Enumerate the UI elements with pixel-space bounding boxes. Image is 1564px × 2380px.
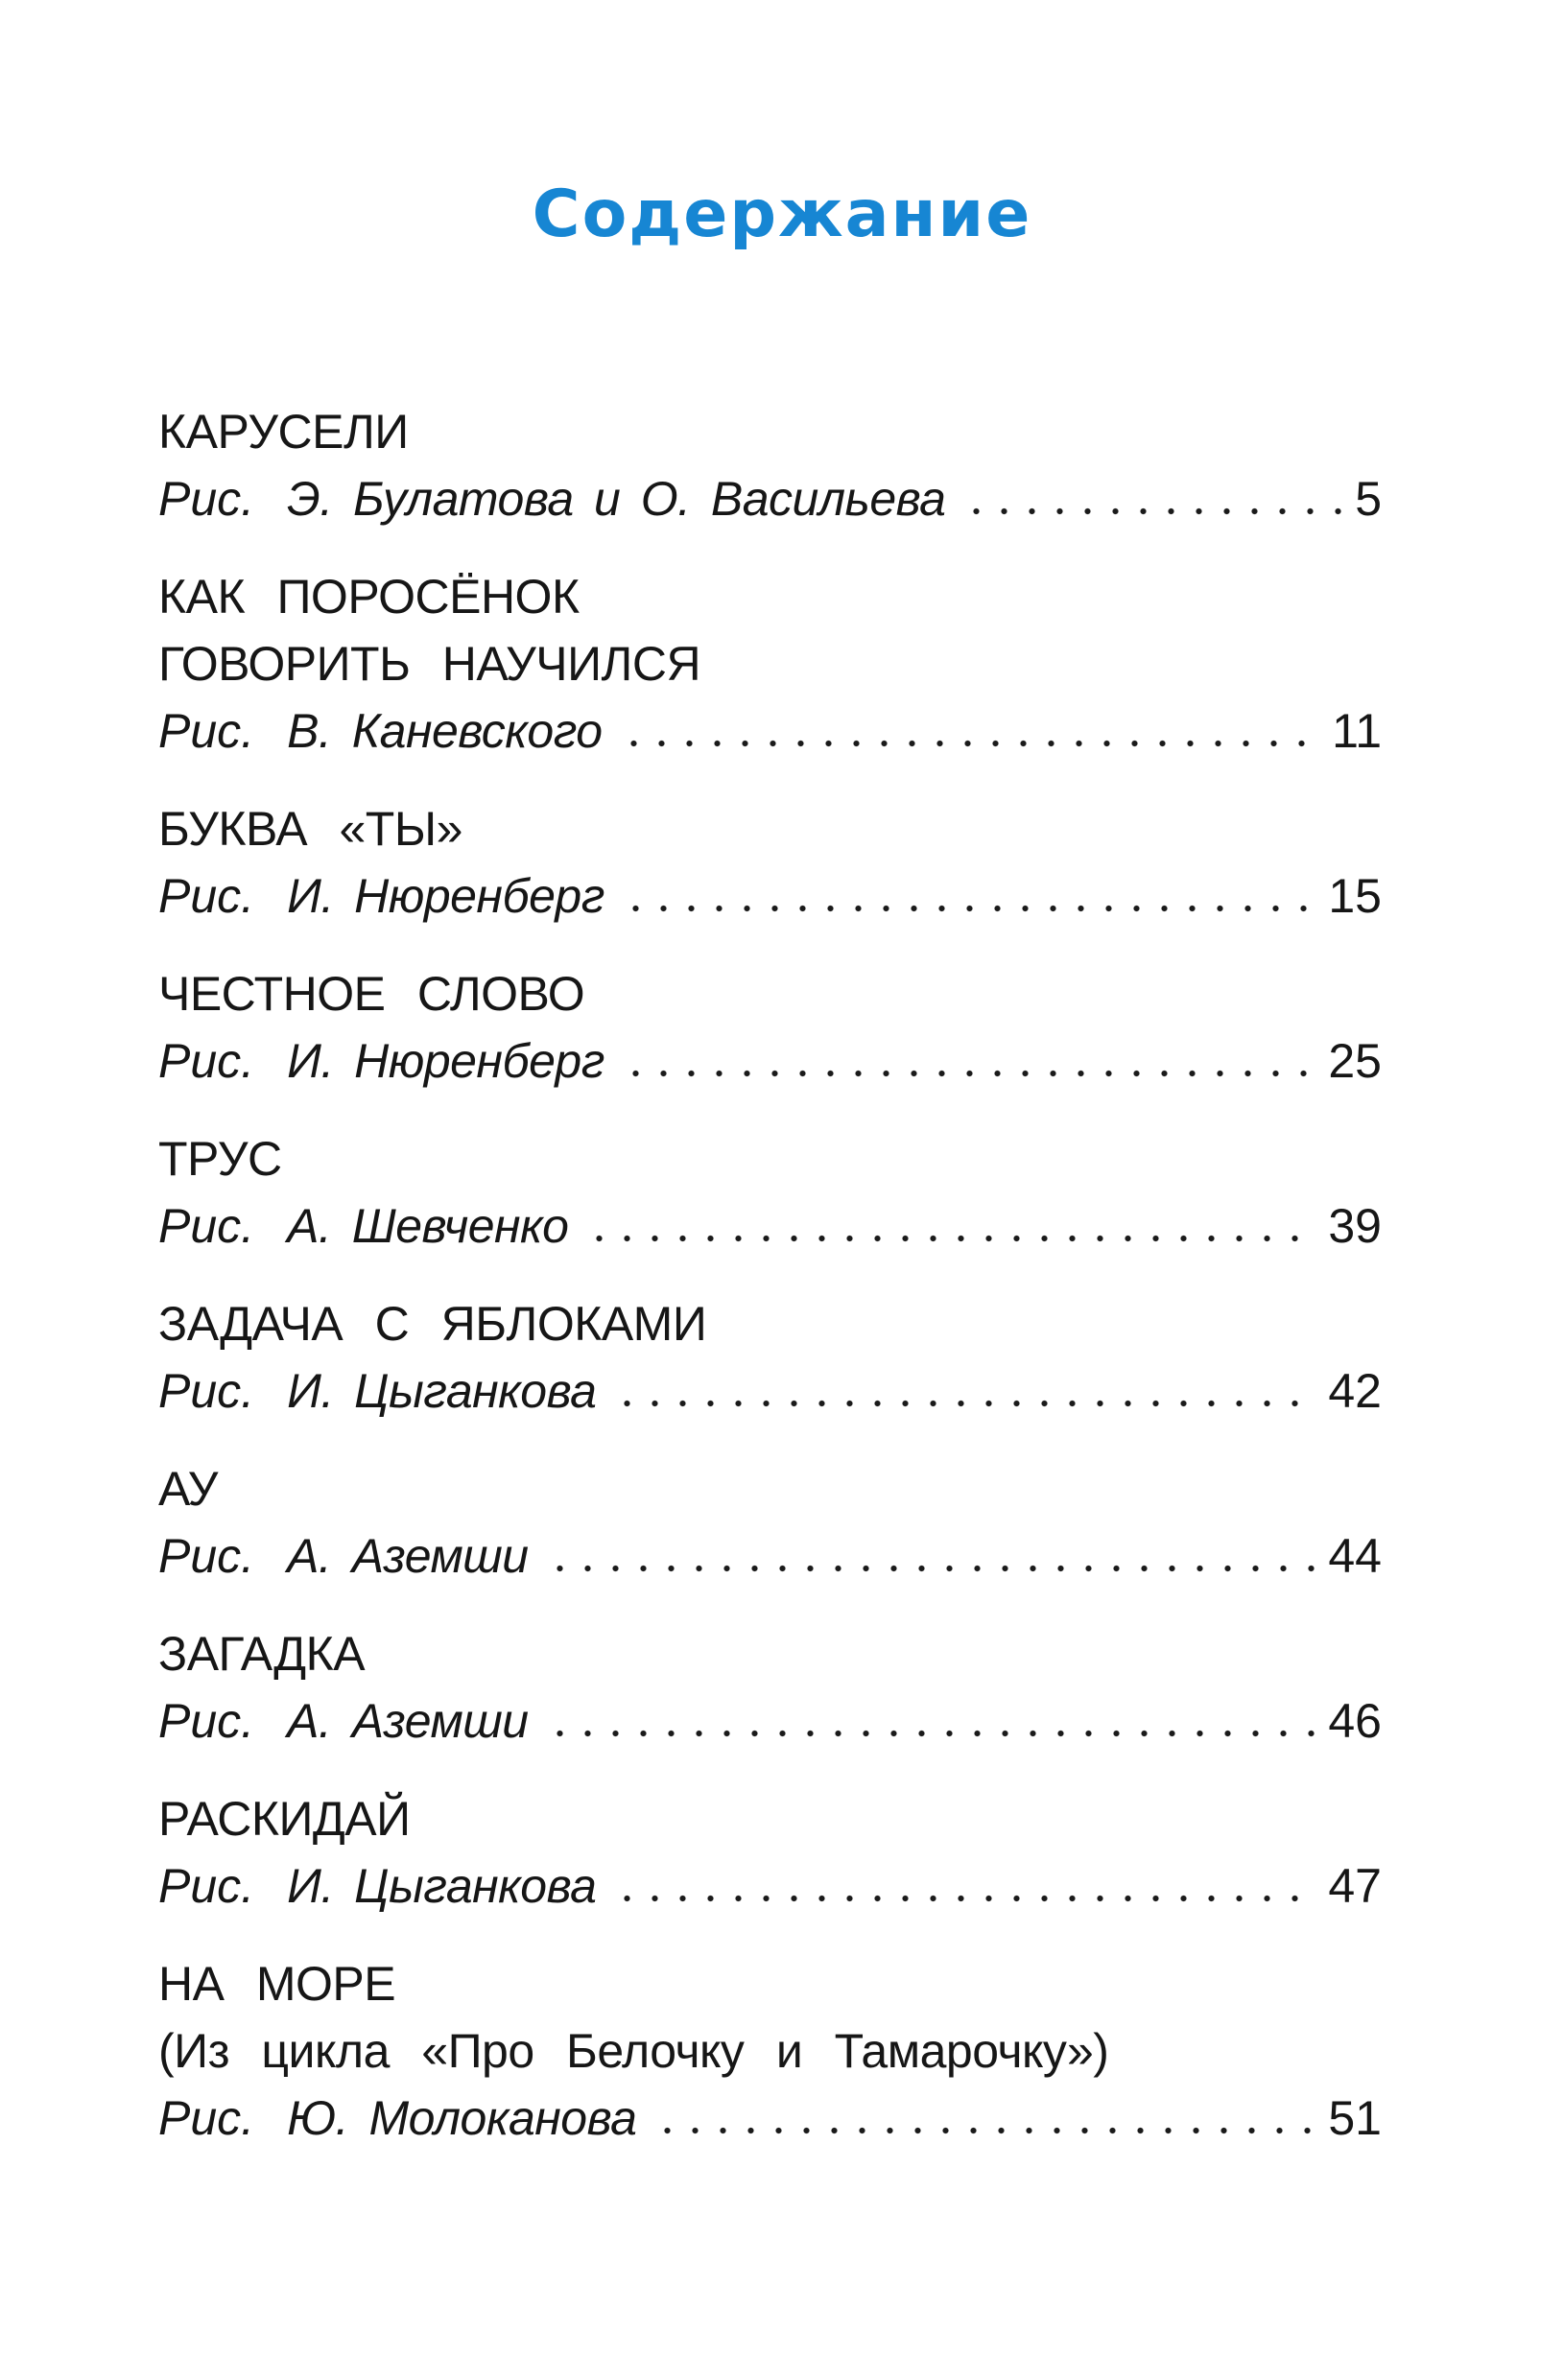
dotted-leader	[546, 1565, 1315, 1572]
illustrator-name: И. Нюренберг	[287, 1034, 604, 1088]
illustrator-name: В. Каневского	[287, 704, 603, 758]
toc-entry-titles	[158, 1290, 1382, 1357]
dotted-leader	[620, 740, 1318, 747]
toc-entry	[158, 1950, 1382, 2152]
entry-title-line: НА МОРЕ	[158, 1957, 396, 2011]
entry-title-line: БУКВА «ТЫ»	[158, 802, 462, 856]
dotted-leader	[546, 1730, 1315, 1737]
page-title: Содержание	[532, 177, 1032, 252]
toc-entry-caption-row	[158, 2085, 1382, 2152]
entry-title-line: ЗАДАЧА С ЯБЛОКАМИ	[158, 1297, 707, 1351]
dotted-leader	[613, 1400, 1315, 1407]
toc-entry-titles	[158, 1950, 1382, 2085]
illustrator-name: И. Нюренберг	[287, 869, 604, 923]
page-number: 42	[1328, 1364, 1382, 1418]
toc-entry-titles	[158, 398, 1382, 465]
toc-entry-titles	[158, 960, 1382, 1027]
page-number: 25	[1328, 1034, 1382, 1088]
illustrator-name: И. Цыганкова	[287, 1364, 597, 1418]
illustrator-prefix: Рис.	[158, 869, 255, 923]
toc-entry	[158, 795, 1382, 930]
dotted-leader	[653, 2127, 1315, 2134]
page-number: 46	[1328, 1694, 1382, 1748]
toc-entry	[158, 563, 1382, 765]
dotted-leader	[962, 507, 1341, 515]
toc-entry	[158, 1125, 1382, 1260]
toc-list	[158, 398, 1382, 2182]
toc-entry-caption-row	[158, 1027, 1382, 1095]
dotted-leader	[585, 1235, 1315, 1242]
toc-entry-titles	[158, 795, 1382, 862]
page-number: 51	[1328, 2091, 1382, 2145]
toc-entry	[158, 1620, 1382, 1755]
illustrator-prefix: Рис.	[158, 472, 255, 526]
toc-entry	[158, 398, 1382, 532]
dotted-leader	[613, 1895, 1315, 1902]
entry-title-line: ЧЕСТНОЕ СЛОВО	[158, 967, 585, 1021]
toc-entry	[158, 960, 1382, 1095]
entry-title-line: (Из цикла «Про Белочку и Тамарочку»)	[158, 2024, 1109, 2078]
dotted-leader	[622, 905, 1315, 912]
entry-title-line: ЗАГАДКА	[158, 1627, 366, 1681]
entry-title-line: РАСКИДАЙ	[158, 1792, 411, 1846]
illustrator-prefix: Рис.	[158, 2091, 255, 2145]
toc-entry-caption-row	[158, 1687, 1382, 1755]
page-number: 11	[1332, 704, 1382, 758]
page-number: 15	[1328, 869, 1382, 923]
page-number: 47	[1328, 1859, 1382, 1913]
illustrator-prefix: Рис.	[158, 1034, 255, 1088]
toc-entry	[158, 1785, 1382, 1920]
entry-title-line: КАРУСЕЛИ	[158, 405, 409, 459]
entry-title-line: ГОВОРИТЬ НАУЧИЛСЯ	[158, 637, 701, 691]
toc-entry-caption-row	[158, 697, 1382, 765]
toc-entry-titles	[158, 1125, 1382, 1192]
toc-entry-caption-row	[158, 1357, 1382, 1425]
entry-title-line: КАК ПОРОСЁНОК	[158, 570, 580, 624]
entry-title-line: АУ	[158, 1462, 218, 1516]
page-number: 39	[1328, 1199, 1382, 1253]
toc-entry-caption-row	[158, 1192, 1382, 1260]
illustrator-prefix: Рис.	[158, 704, 255, 758]
page-number: 5	[1355, 472, 1382, 526]
illustrator-prefix: Рис.	[158, 1529, 255, 1583]
illustrator-prefix: Рис.	[158, 1199, 255, 1253]
dotted-leader	[622, 1070, 1315, 1077]
illustrator-name: Э. Булатова и О. Васильева	[287, 472, 946, 526]
illustrator-prefix: Рис.	[158, 1859, 255, 1913]
illustrator-prefix: Рис.	[158, 1364, 255, 1418]
illustrator-name: А. Аземши	[287, 1529, 529, 1583]
toc-entry-titles	[158, 563, 1382, 697]
illustrator-name: И. Цыганкова	[287, 1859, 597, 1913]
toc-entry	[158, 1455, 1382, 1590]
toc-entry-caption-row	[158, 465, 1382, 532]
page-number: 44	[1328, 1529, 1382, 1583]
toc-entry-caption-row	[158, 1522, 1382, 1590]
entry-title-line: ТРУС	[158, 1132, 282, 1186]
toc-entry-titles	[158, 1620, 1382, 1687]
illustrator-name: А. Шевченко	[287, 1199, 569, 1253]
toc-entry-caption-row	[158, 1852, 1382, 1920]
toc-entry-titles	[158, 1785, 1382, 1852]
toc-entry	[158, 1290, 1382, 1425]
illustrator-prefix: Рис.	[158, 1694, 255, 1748]
toc-entry-titles	[158, 1455, 1382, 1522]
illustrator-name: А. Аземши	[287, 1694, 529, 1748]
toc-entry-caption-row	[158, 862, 1382, 930]
illustrator-name: Ю. Молоканова	[287, 2091, 637, 2145]
